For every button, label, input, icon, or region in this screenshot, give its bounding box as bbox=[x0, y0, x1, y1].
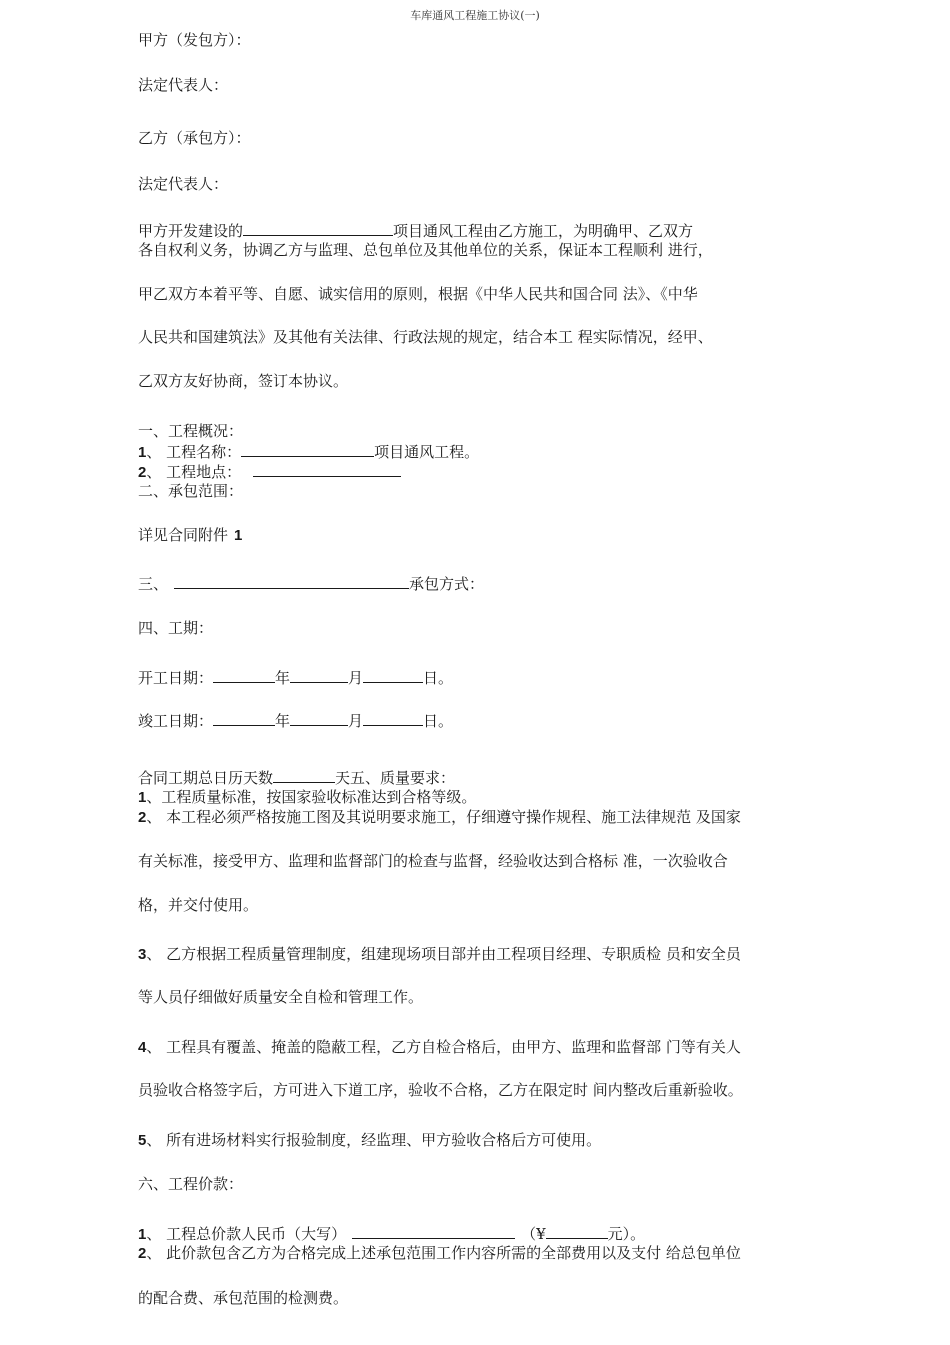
price-item-2-line-1: 2、 此价款包含乙方为合格完成上述承包范围工作内容所需的全部费用以及支付 给总包单位 bbox=[138, 1244, 741, 1262]
price-words-blank bbox=[352, 1223, 515, 1239]
quality-item-2-line-3: 格，并交付使用。 bbox=[138, 896, 259, 914]
preamble-line-3: 甲乙双方本着平等、自愿、诚实信用的原则，根据《中华人民共和国合同 法》、《中华 bbox=[138, 285, 698, 303]
preamble-line-4: 人民共和国建筑法》及其他有关法律、行政法规的规定，结合本工 程实际情况，经甲、 bbox=[138, 328, 713, 346]
quality-item-2-line-2: 有关标准，接受甲方、监理和监督部门的检查与监督，经验收达到合格标 准，一次验收合 bbox=[138, 852, 728, 870]
preamble-line-2: 各自权利义务，协调乙方与监理、总包单位及其他单位的关系，保证本工程顺利 进行， bbox=[138, 241, 713, 259]
section-3-line: 三、 承包方式： bbox=[138, 575, 485, 593]
start-date-line: 开工日期： 年 月 日。 bbox=[138, 669, 454, 687]
project-location-blank bbox=[253, 461, 401, 477]
quality-item-4-line-2: 员验收合格签字后，方可进入下道工序，验收不合格，乙方在限定时 间内整改后重新验收。 bbox=[138, 1081, 743, 1099]
price-item-1: 1、 工程总价款人民币（大写） （¥ 元）。 bbox=[138, 1225, 646, 1243]
quality-item-1: 1、工程质量标准，按国家验收标准达到合格等级。 bbox=[138, 788, 477, 806]
end-date-line: 竣工日期： 年 月 日。 bbox=[138, 712, 454, 730]
project-name-blank bbox=[243, 220, 393, 236]
party-a-rep-label: 法定代表人： bbox=[138, 76, 229, 94]
section-2-heading: 二、承包范围： bbox=[138, 482, 244, 500]
quality-item-3-line-1: 3、 乙方根据工程质量管理制度，组建现场项目部并由工程项目经理、专职质检 员和安全员 bbox=[138, 945, 741, 963]
section-4-heading: 四、工期： bbox=[138, 619, 214, 637]
project-location-line: 2、 工程地点： bbox=[138, 461, 401, 483]
section-1-heading: 一、工程概况： bbox=[138, 422, 244, 440]
price-amount-blank bbox=[546, 1223, 608, 1239]
section-6-heading: 六、工程价款： bbox=[138, 1175, 244, 1193]
attachment-reference: 详见合同附件 1 bbox=[138, 526, 243, 544]
quality-item-4-line-1: 4、 工程具有覆盖、掩盖的隐蔽工程，乙方自检合格后，由甲方、监理和监督部 门等有关人 bbox=[138, 1038, 741, 1056]
total-days-blank bbox=[273, 767, 335, 783]
contract-method-blank bbox=[174, 573, 409, 589]
document-header: 车库通风工程施工协议(一) bbox=[410, 9, 540, 22]
price-item-2-line-2: 的配合费、承包范围的检测费。 bbox=[138, 1289, 349, 1307]
party-b-rep-label: 法定代表人： bbox=[138, 175, 229, 193]
project-name-line: 1、 工程名称： 项目通风工程。 bbox=[138, 443, 480, 461]
party-a-label: 甲方（发包方）： bbox=[138, 31, 251, 49]
preamble-line-5: 乙双方友好协商，签订本协议。 bbox=[138, 372, 349, 390]
quality-item-3-line-2: 等人员仔细做好质量安全自检和管理工作。 bbox=[138, 988, 424, 1006]
quality-item-5: 5、 所有进场材料实行报验制度，经监理、甲方验收合格后方可使用。 bbox=[138, 1131, 602, 1149]
total-days-line: 合同工期总日历天数 天五、质量要求： bbox=[138, 769, 456, 787]
preamble-line-1: 甲方开发建设的 项目通风工程由乙方施工，为明确甲、乙双方 bbox=[138, 222, 694, 240]
party-b-label: 乙方（承包方）： bbox=[138, 129, 251, 147]
quality-item-2-line-1: 2、 本工程必须严格按施工图及其说明要求施工，仔细遵守操作规程、施工法律规范 及国家 bbox=[138, 808, 741, 826]
project-name-field-blank bbox=[241, 441, 374, 457]
